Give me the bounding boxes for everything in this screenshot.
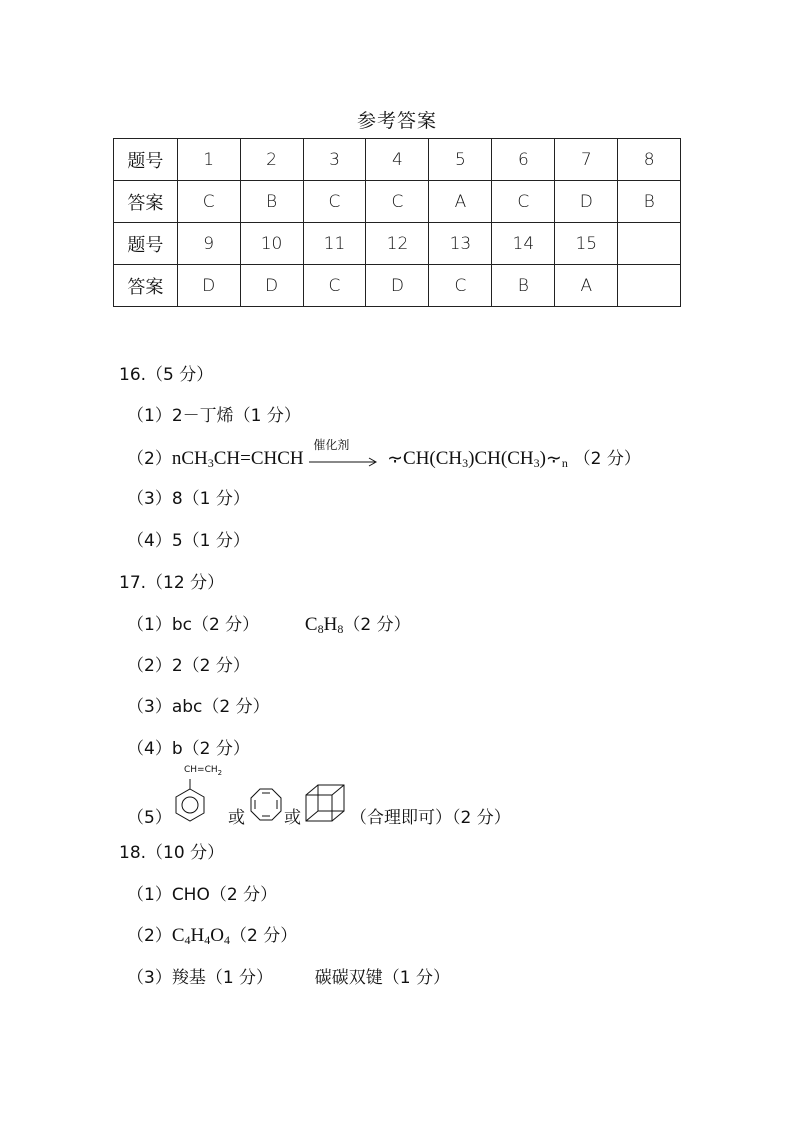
table-row (114, 139, 681, 181)
q16-part3: （3）8（1 分） (127, 489, 250, 509)
table-cell: 6 (492, 139, 555, 181)
table-cell: 8 (618, 139, 681, 181)
table-cell: 11 (303, 223, 366, 265)
table-cell: C (429, 265, 492, 307)
or-1: 或 (228, 808, 245, 828)
q17-part3: （3）abc（2 分） (127, 697, 270, 717)
reaction-reactant: nCH$_3$CH=CHCH (171, 448, 304, 470)
row-header: 题号 (114, 223, 178, 265)
table-cell: C (492, 181, 555, 223)
q17-part4: （4）b（2 分） (127, 739, 250, 759)
table-cell: 3 (303, 139, 366, 181)
table-row (114, 265, 681, 307)
table-cell: C (303, 265, 366, 307)
table-cell: 7 (555, 139, 618, 181)
table-cell: 13 (429, 223, 492, 265)
table-cell: D (366, 265, 429, 307)
table-cell: 5 (429, 139, 492, 181)
table-cell: B (240, 181, 303, 223)
table-cell: 2 (240, 139, 303, 181)
q18-part2: $(2)C_4H_4O_4(2$ 分） (127, 925, 298, 947)
q16-part4: （4）5（1 分） (127, 531, 250, 551)
q16-part2: （2）nCH$_3$CH=CHCH 催化剂 $⸟CH(CH_3)CH(CH_3)⸟_n$ （2 分） (127, 438, 641, 470)
q16-heading: 16.（5 分） (119, 365, 214, 385)
q17-part5-prefix: （5） (127, 808, 172, 828)
table-cell: C (177, 181, 240, 223)
table-cell: B (492, 265, 555, 307)
reaction-arrow: 催化剂 (309, 450, 381, 468)
page-title: 参考答案 (356, 110, 437, 132)
row-header: 答案 (114, 265, 178, 307)
q18-heading: 18.（10 分） (119, 843, 225, 863)
table-cell: 1 (177, 139, 240, 181)
cyclooctatetraene-structure (248, 787, 284, 827)
cubane-structure (304, 783, 348, 827)
row-header: 题号 (114, 139, 178, 181)
q17-heading: 17.（12 分） (119, 573, 225, 593)
row-header: 答案 (114, 181, 178, 223)
table-cell: D (555, 181, 618, 223)
table-cell: 9 (177, 223, 240, 265)
table-cell: A (555, 265, 618, 307)
table-cell: C (366, 181, 429, 223)
table-cell: B (618, 181, 681, 223)
q17-part2: （2）2（2 分） (127, 656, 250, 676)
table-cell: 4 (366, 139, 429, 181)
table-cell: 10 (240, 223, 303, 265)
or-2: 或 (284, 808, 301, 828)
q17-part1: （1）bc（2 分） $C_8H_8(2$ 分） (127, 614, 411, 636)
table-cell: A (429, 181, 492, 223)
table-cell (618, 223, 681, 265)
table-cell: 15 (555, 223, 618, 265)
table-cell: D (177, 265, 240, 307)
q16-part1: （1）2－丁烯（1 分） (127, 406, 301, 426)
q18-part3: （3）羧基（1 分） 碳碳双键（1 分） (127, 968, 451, 988)
table-cell: C (303, 181, 366, 223)
table-cell (618, 265, 681, 307)
reaction-product: $⸟CH(CH_3)CH(CH_3)⸟_n$ (387, 448, 568, 470)
answer-table (113, 138, 681, 307)
table-row (114, 181, 681, 223)
table-cell: 12 (366, 223, 429, 265)
table-cell: D (240, 265, 303, 307)
q18-part1: （1）CHO（2 分） (127, 885, 278, 905)
q17-part5-suffix: （合理即可）（2 分） (350, 808, 511, 828)
table-row (114, 223, 681, 265)
table-cell: 14 (492, 223, 555, 265)
